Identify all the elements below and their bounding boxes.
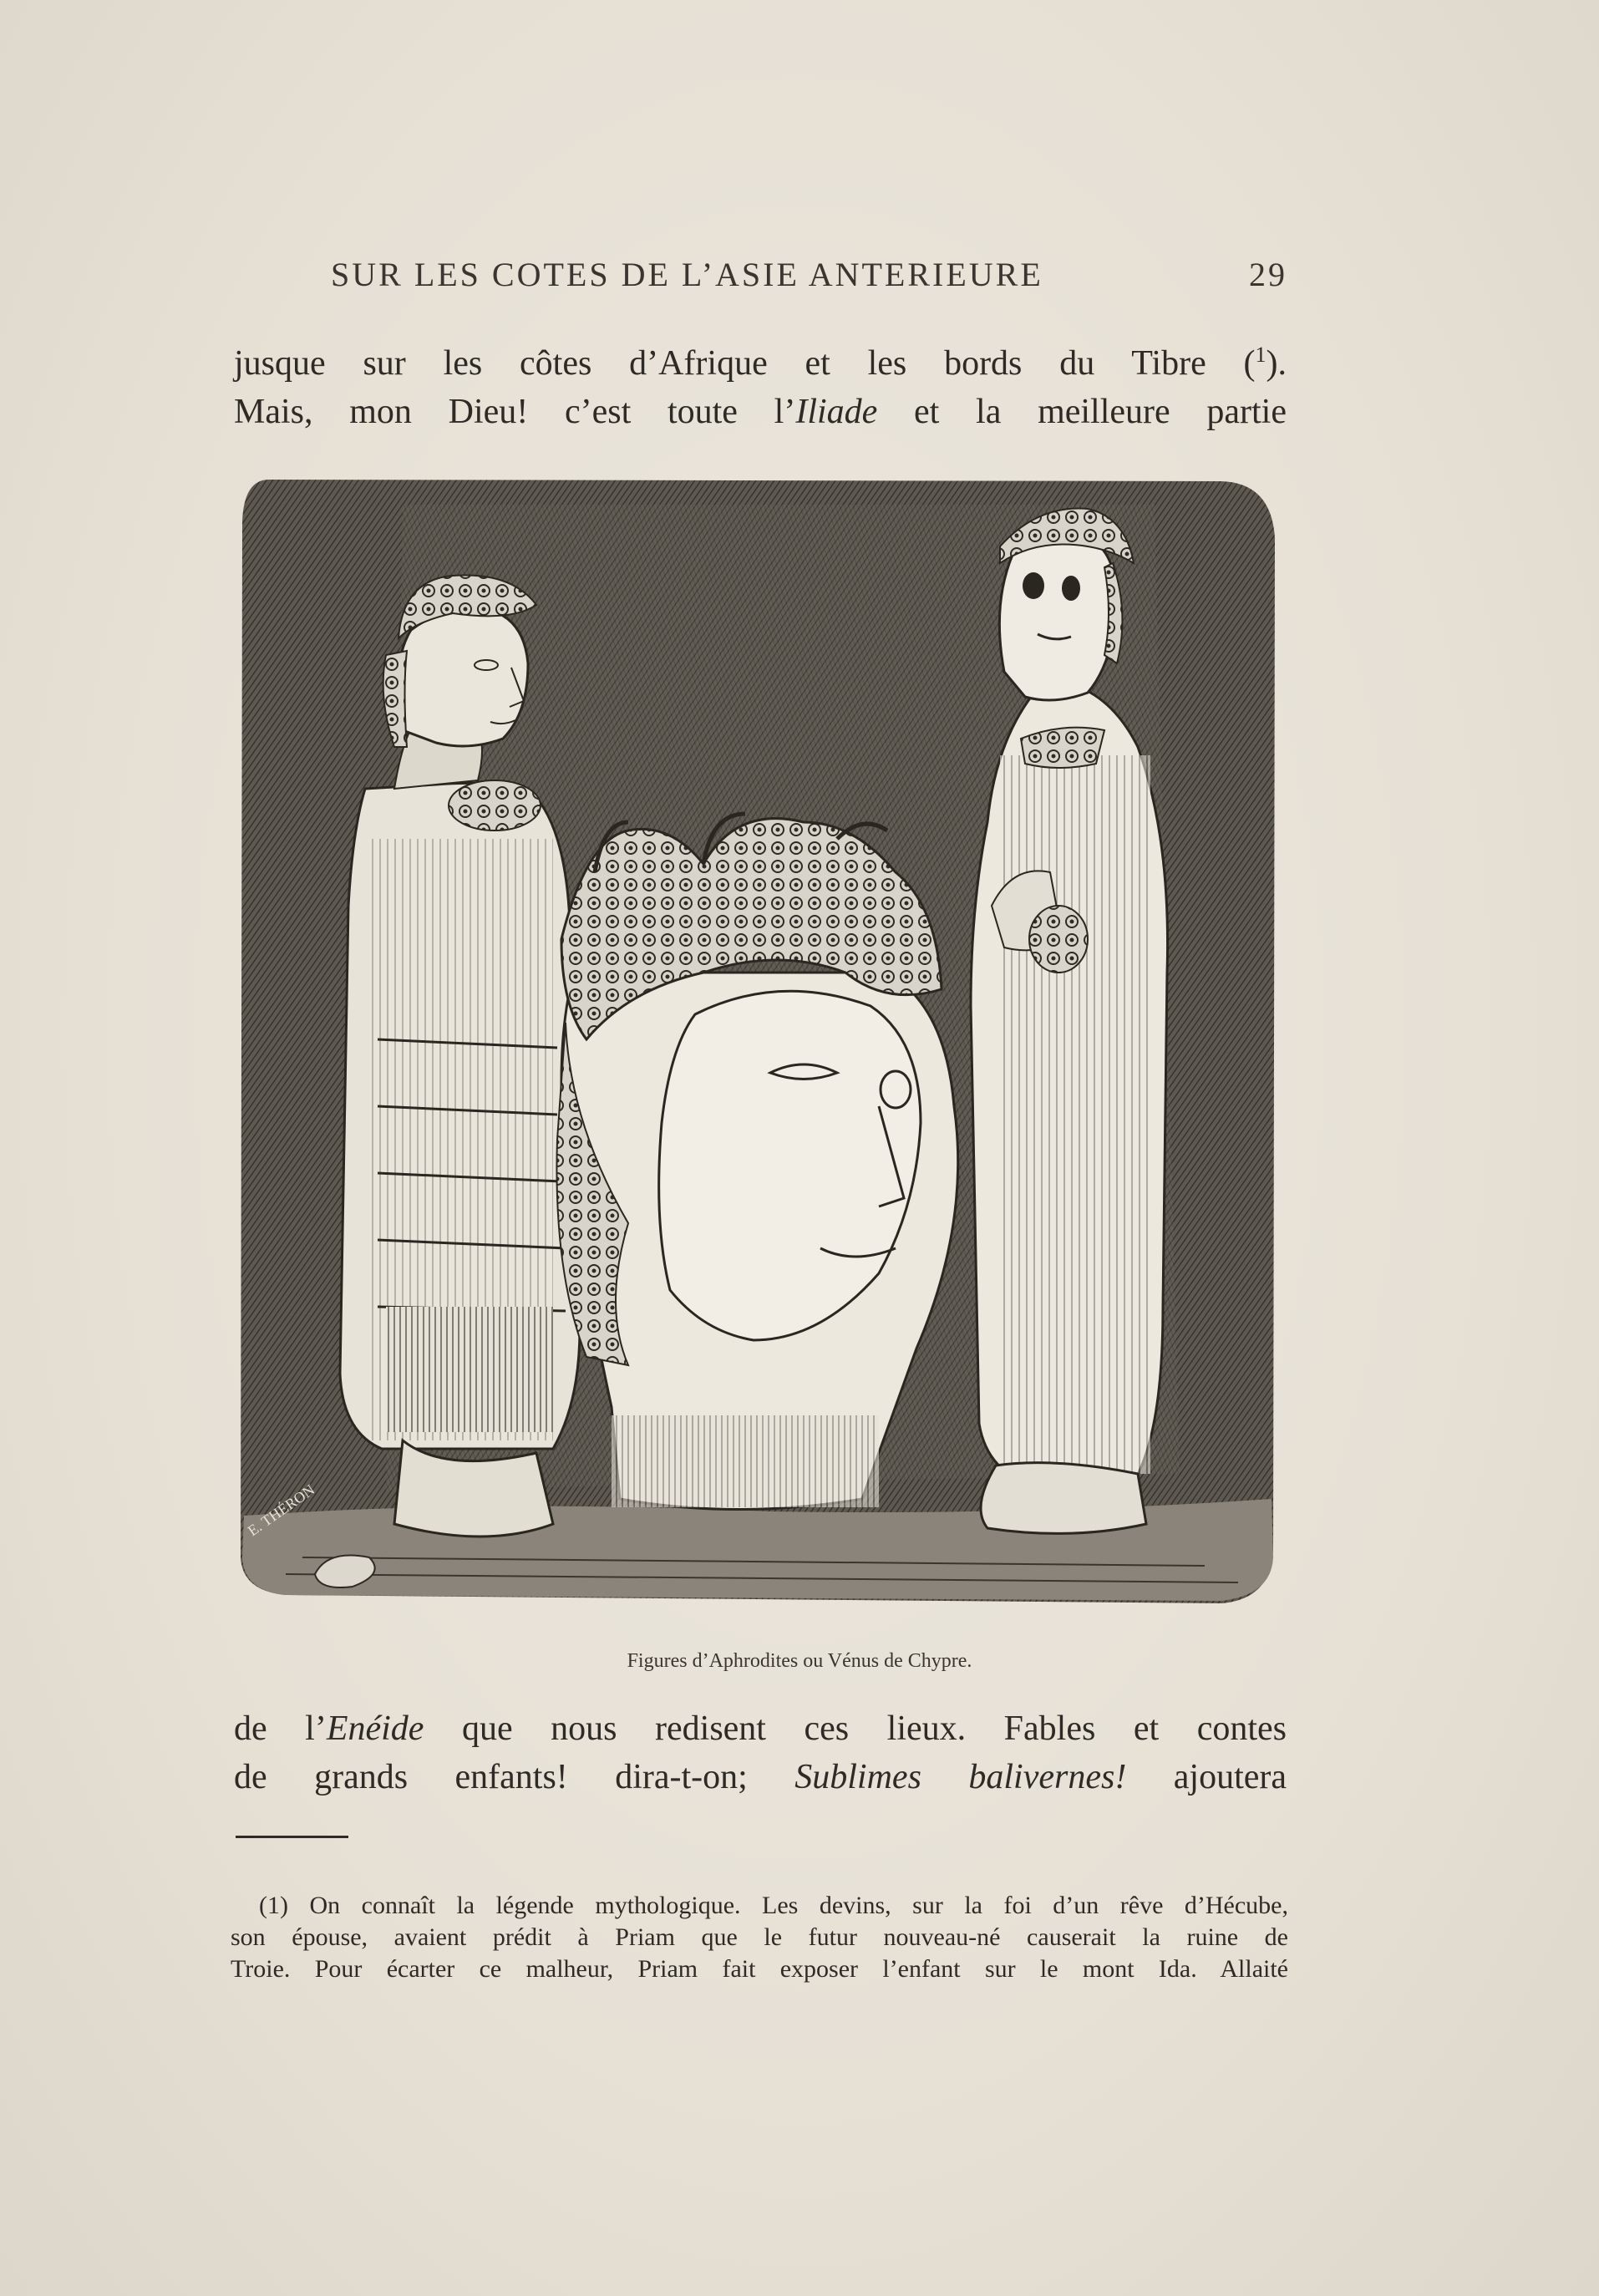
engraver-signature: E. THÉRON [244, 1481, 318, 1540]
text-run: jusque sur les côtes d’Afrique et les bords du Tibre ( [234, 344, 1256, 383]
figure-caption: Figures d’Aphrodites ou Vénus de Chypre. [627, 1650, 972, 1672]
page-number: 29 [1249, 256, 1287, 293]
footnote-ref: 1 [1255, 343, 1267, 367]
text-run: et la meilleure partie [877, 393, 1287, 431]
paragraph-bottom [234, 1704, 1287, 1801]
footnote-rule [236, 1836, 348, 1838]
footnote-line-3: Troie. Pour écarter ce malheur, Priam fait exposer l’enfant sur le mont Ida. Allaité [231, 1955, 1288, 1983]
text-run: que nous redisent ces lieux. Fables et contes [424, 1709, 1287, 1748]
italic-title: Enéide [326, 1709, 424, 1748]
running-head-title: SUR LES COTES DE L’ASIE ANTERIEURE [331, 256, 1043, 293]
text-run: de grands enfants! dira-t-on; [234, 1758, 795, 1796]
engraving-illustration [236, 471, 1280, 1616]
text-run: de l’ [234, 1709, 327, 1748]
italic-phrase: Sublimes balivernes! [794, 1758, 1127, 1796]
paragraph-top-line-1 [234, 331, 1287, 388]
italic-title: Iliade [795, 393, 878, 431]
paragraph-top-line-2 [234, 388, 1287, 436]
paragraph-top [234, 331, 1287, 436]
text-run: ajoutera [1126, 1758, 1287, 1796]
paragraph-bottom-line-2 [234, 1753, 1287, 1801]
running-head [331, 255, 1287, 297]
text-run: Mais, mon Dieu! c’est toute l’ [234, 393, 796, 431]
text-run: ). [1266, 344, 1287, 383]
paragraph-bottom-line-1 [234, 1704, 1287, 1753]
footnote [231, 1890, 1288, 1985]
footnote-line-2: son épouse, avaient prédit à Priam que le futur nouveau-né causerait la ruine de [231, 1923, 1288, 1951]
footnote-line-1: (1) On connaît la légende mythologique. Les devins, sur la foi d’un rêve d’Hécube, [259, 1892, 1288, 1919]
